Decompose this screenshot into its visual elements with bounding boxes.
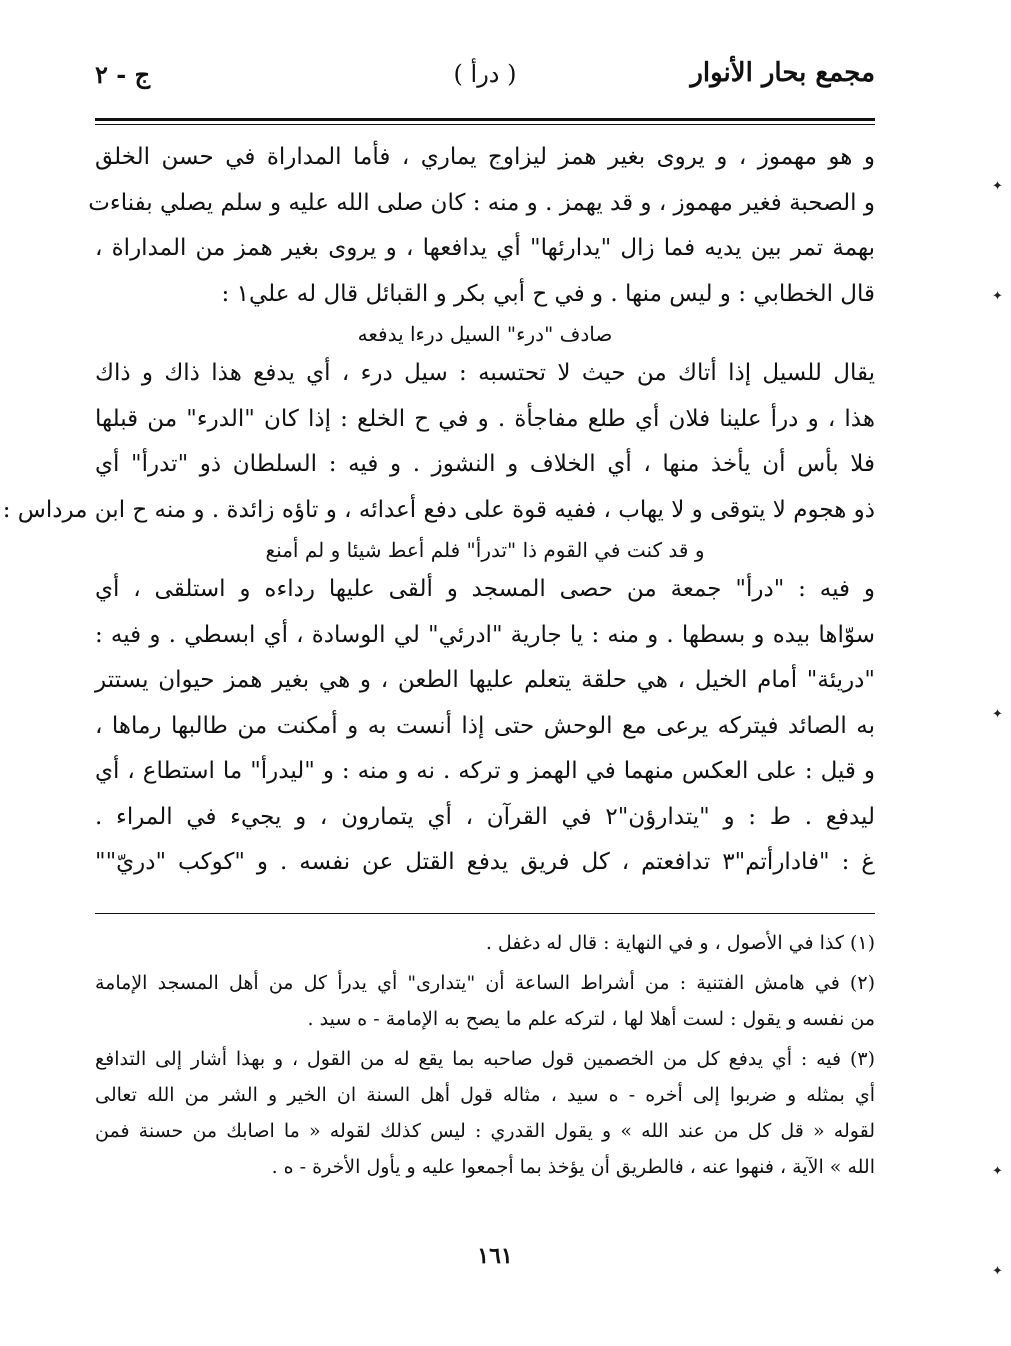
- binding-mark-icon: ✦: [992, 1264, 1003, 1279]
- verse-line: صادف "درء" السيل درءا يدفعه: [357, 322, 613, 346]
- binding-mark-icon: ✦: [992, 1164, 1003, 1179]
- text-line: و الصحبة فغير مهموز ، و قد يهمز . و منه : كان صلى الله عليه و سلم يصلي بفناءت: [88, 189, 875, 216]
- text-line: يقال للسيل إذا أتاك من حيث لا تحتسبه : سيل درء ، أي يدفع هذا ذاك و ذاك: [95, 360, 875, 386]
- verse-line: و قد كنت في القوم ذا "تدرأ" فلم أعط شيئا و لم أمنع: [265, 538, 705, 562]
- text-line: "دريئة" أمام الخيل ، هي حلقة يتعلم عليها الطعن ، و هي بغير همز حيوان يستتر: [95, 667, 875, 693]
- volume-number: ج - ٢: [95, 60, 151, 89]
- footnote-3-line: أي بمثله و ضربوا إلى أخره - ه سيد ، مثاله قول أهل السنة ان الخير و الشر من الله تعالى: [95, 1084, 875, 1106]
- binding-mark-icon: ✦: [992, 707, 1003, 722]
- header-rule-thick: [95, 118, 875, 121]
- text-line: فلا بأس أن يأخذ منها ، أي الخلاف و النشوز . و فيه : السلطان ذو "تدرأ" أي: [95, 451, 875, 477]
- footnote-3-line: لقوله « قل كل من عند الله » و يقول القدري : ليس كذلك لقوله « ما اصابك من حسنة فمن: [95, 1120, 875, 1142]
- book-title: مجمع بحار الأنوار: [690, 58, 875, 88]
- text-line: و هو مهموز ، و يروى بغير همز ليزاوج يماري ، فأما المداراة في حسن الخلق: [95, 144, 876, 170]
- entry-word: ( درأ ): [453, 60, 517, 88]
- text-line: قال الخطابي : و ليس منها . و في ح أبي بكر و القبائل قال له علي١ :: [221, 280, 875, 307]
- text-line: و فيه : "درأ" جمعة من حصى المسجد و ألقى عليها رداءه و استلقى ، أي: [95, 576, 875, 602]
- footnotes: [95, 925, 875, 1185]
- footnote-rule: [95, 913, 875, 914]
- page-number: ١٦١: [477, 1243, 513, 1269]
- footnote-3-line: (٣) فيه : أي يدفع كل من الخصمين قول صاحبه بما يقع له من القول ، و بهذا أشار إلى التدافع: [95, 1048, 875, 1070]
- text-line: به الصائد فيتركه يرعى مع الوحش حتى إذا أنست به و أمكنت من طالبها رماها ،: [95, 712, 875, 739]
- header-rule-thin: [95, 124, 875, 125]
- main-text: [2, 135, 876, 886]
- footnote-1: (١) كذا في الأصول ، و في النهاية : قال له دغفل .: [485, 932, 875, 954]
- text-line: بهمة تمر بين يديه فما زال "يدارئها" أي يدافعها ، و يروى بغير همز من المداراة ،: [95, 235, 875, 261]
- text-line: ذو هجوم لا يتوقى و لا يهاب ، ففيه قوة على دفع أعدائه ، و تاؤه زائدة . و منه ح ابن مرداس :: [2, 496, 875, 523]
- binding-mark-icon: ✦: [992, 289, 1003, 304]
- text-line: هذا ، و درأ علينا فلان أي طلع مفاجأة . و في ح الخلع : إذا كان "الدرء" من قبلها: [95, 405, 875, 432]
- footnote-3-line: الله » الآية ، فنهوا عنه ، فالطريق أن يؤخذ بما أجمعوا عليه و يأول الأخرة - ه .: [271, 1156, 875, 1178]
- binding-mark-icon: ✦: [992, 179, 1003, 194]
- text-line: و قيل : على العكس منهما في الهمز و تركه . نه و منه : و "ليدرأ" ما استطاع ، أي: [95, 758, 875, 784]
- footnote-2-line: من نفسه و يقول : لست أهلا لها ، لتركه علم ما يصح به الإمامة - ه سيد .: [307, 1008, 875, 1030]
- text-line: سوّاها بيده و بسطها . و منه : يا جارية "ادرئي" لي الوسادة ، أي ابسطي . و فيه :: [95, 621, 875, 648]
- running-header: [95, 58, 875, 108]
- footnote-2-line: (٢) في هامش الفتنية : من أشراط الساعة أن "يتدارى" أي يدرأ كل من أهل المسجد الإمامة: [95, 972, 875, 994]
- text-line: ليدفع . ط : و "يتدارؤن"٢ في القرآن ، أي يتمارون ، و يجيء في المراء .: [95, 803, 875, 830]
- text-line: غ : "فادارأتم"٣ تدافعتم ، كل فريق يدفع القتل عن نفسه . و "كوكب "دريّ"": [95, 849, 876, 875]
